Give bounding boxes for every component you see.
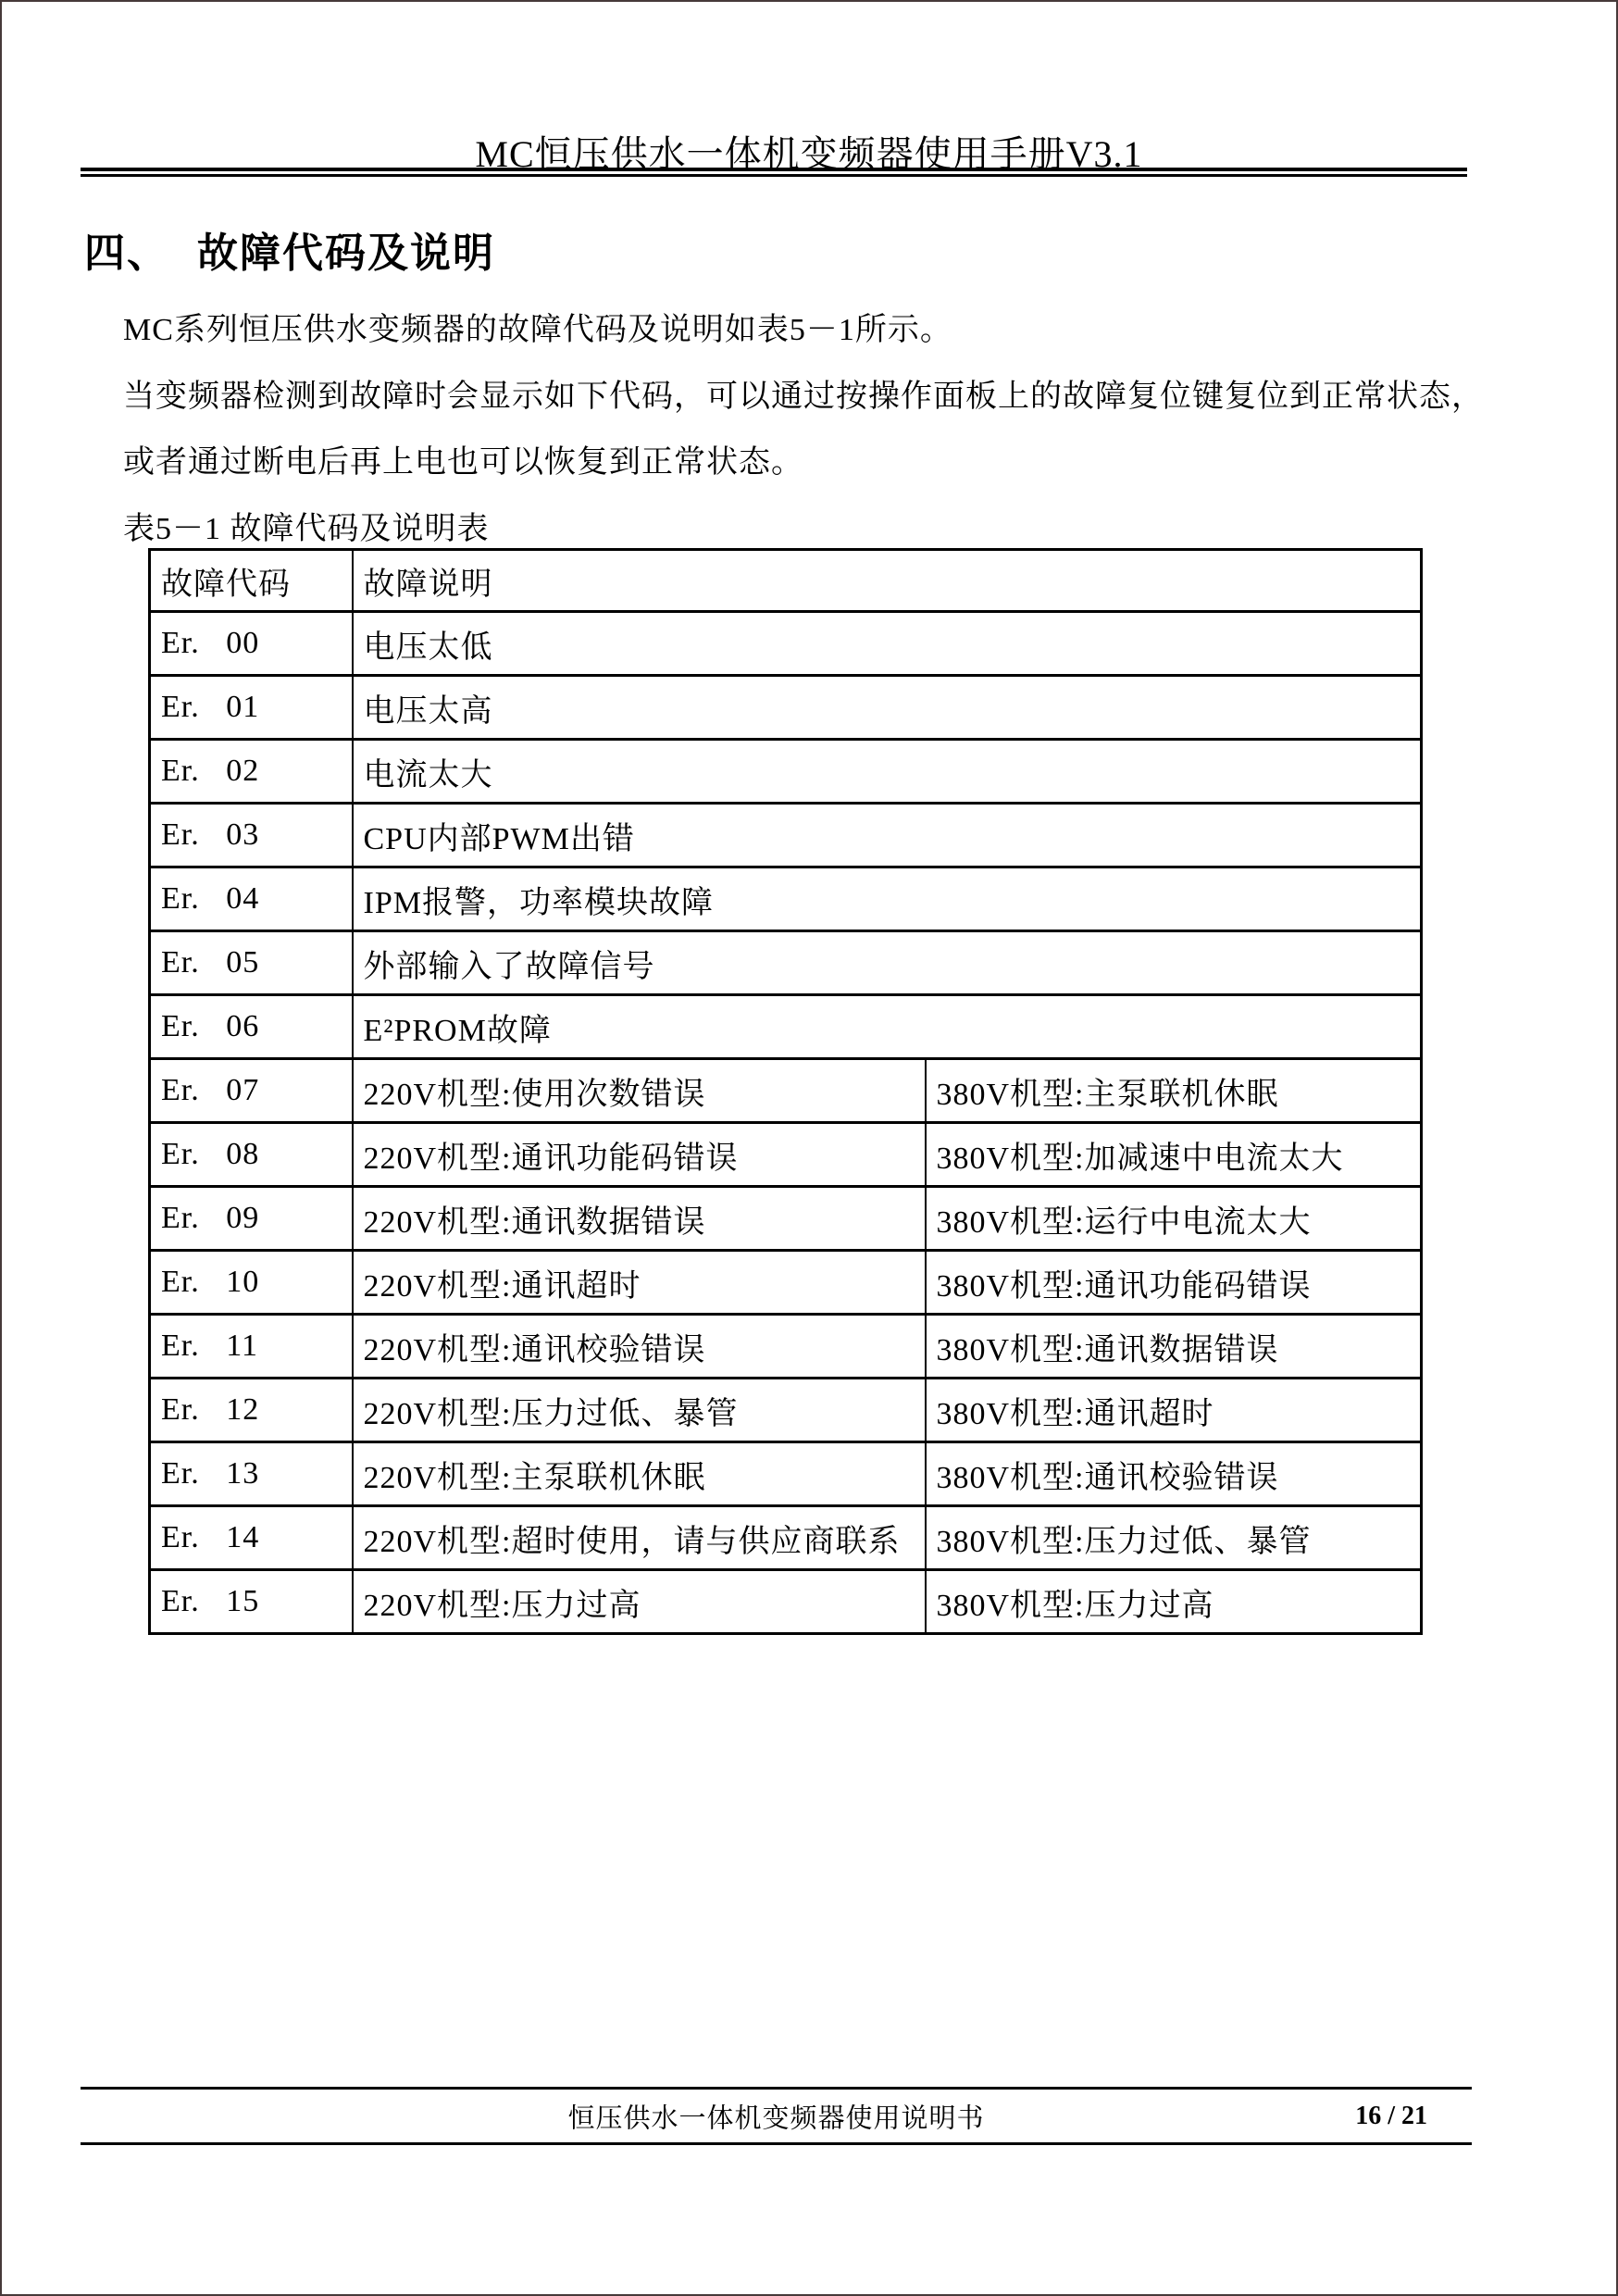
fault-desc-cell: 外部输入了故障信号 bbox=[353, 931, 1422, 995]
fault-code-table bbox=[148, 548, 1423, 1635]
fault-desc-220-cell: 220V机型:超时使用，请与供应商联系 bbox=[353, 1506, 926, 1570]
table-row bbox=[150, 995, 1422, 1059]
header-rule bbox=[81, 168, 1467, 177]
table-row bbox=[150, 676, 1422, 740]
fault-desc-220-cell: 220V机型:通讯数据错误 bbox=[353, 1187, 926, 1251]
paragraph-line-3: 或者通过断电后再上电也可以恢复到正常状态。 bbox=[123, 445, 803, 480]
fault-code-cell: Er. 06 bbox=[150, 995, 353, 1059]
fault-code-cell: Er. 15 bbox=[150, 1570, 353, 1634]
table-header-row bbox=[150, 550, 1422, 612]
table-row bbox=[150, 931, 1422, 995]
paragraph-line-1: MC系列恒压供水变频器的故障代码及说明如表5－1所示。 bbox=[123, 313, 952, 347]
fault-desc-220-cell: 220V机型:通讯校验错误 bbox=[353, 1315, 926, 1379]
table-row bbox=[150, 1506, 1422, 1570]
section-number: 四、 bbox=[84, 231, 169, 276]
table-row bbox=[150, 1251, 1422, 1315]
table-row bbox=[150, 1442, 1422, 1506]
fault-desc-380-cell: 380V机型:运行中电流太大 bbox=[926, 1187, 1422, 1251]
fault-code-cell: Er. 08 bbox=[150, 1123, 353, 1187]
fault-code-cell: Er. 04 bbox=[150, 867, 353, 931]
column-header-fault-code: 故障代码 bbox=[150, 550, 353, 612]
table-row bbox=[150, 612, 1422, 676]
body-text bbox=[123, 297, 1484, 562]
table-row bbox=[150, 740, 1422, 804]
table-row bbox=[150, 1315, 1422, 1379]
fault-desc-220-cell: 220V机型:压力过高 bbox=[353, 1570, 926, 1634]
table-row bbox=[150, 1379, 1422, 1442]
fault-code-cell: Er. 11 bbox=[150, 1315, 353, 1379]
fault-desc-cell: 电压太低 bbox=[353, 612, 1422, 676]
column-header-fault-description: 故障说明 bbox=[353, 550, 1422, 612]
fault-desc-cell: E²PROM故障 bbox=[353, 995, 1422, 1059]
fault-desc-380-cell: 380V机型:压力过低、暴管 bbox=[926, 1506, 1422, 1570]
footer-doc-title: 恒压供水一体机变频器使用说明书 bbox=[567, 2103, 985, 2133]
table-row bbox=[150, 1187, 1422, 1251]
table-row bbox=[150, 1570, 1422, 1634]
table-row bbox=[150, 867, 1422, 931]
paragraph-line-2: 当变频器检测到故障时会显示如下代码，可以通过按操作面板上的故障复位键复位到正常状态， bbox=[123, 379, 1484, 414]
table-caption: 表5－1 故障代码及说明表 bbox=[123, 511, 490, 546]
page-header-title: MC恒压供水一体机变频器使用手册V3.1 bbox=[475, 133, 1143, 175]
fault-desc-cell: 电压太高 bbox=[353, 676, 1422, 740]
fault-code-cell: Er. 01 bbox=[150, 676, 353, 740]
section-title: 故障代码及说明 bbox=[197, 231, 495, 276]
table-row bbox=[150, 1123, 1422, 1187]
fault-code-cell: Er. 02 bbox=[150, 740, 353, 804]
fault-desc-220-cell: 220V机型:压力过低、暴管 bbox=[353, 1379, 926, 1442]
fault-code-cell: Er. 09 bbox=[150, 1187, 353, 1251]
fault-code-cell: Er. 10 bbox=[150, 1251, 353, 1315]
fault-code-cell: Er. 05 bbox=[150, 931, 353, 995]
section-heading bbox=[84, 219, 495, 279]
fault-desc-380-cell: 380V机型:通讯数据错误 bbox=[926, 1315, 1422, 1379]
fault-table-body bbox=[150, 612, 1422, 1634]
fault-desc-380-cell: 380V机型:压力过高 bbox=[926, 1570, 1422, 1634]
fault-desc-cell: CPU内部PWM出错 bbox=[353, 804, 1422, 867]
fault-code-cell: Er. 12 bbox=[150, 1379, 353, 1442]
footer bbox=[81, 2090, 1472, 2142]
fault-code-cell: Er. 03 bbox=[150, 804, 353, 867]
fault-code-cell: Er. 13 bbox=[150, 1442, 353, 1506]
fault-desc-cell: 电流太大 bbox=[353, 740, 1422, 804]
footer-rule-bottom bbox=[81, 2142, 1472, 2145]
fault-code-cell: Er. 00 bbox=[150, 612, 353, 676]
fault-desc-cell: IPM报警，功率模块故障 bbox=[353, 867, 1422, 931]
footer-page-number: 16 / 21 bbox=[1355, 2101, 1427, 2130]
fault-desc-380-cell: 380V机型:主泵联机休眠 bbox=[926, 1059, 1422, 1123]
table-row bbox=[150, 1059, 1422, 1123]
fault-desc-380-cell: 380V机型:通讯功能码错误 bbox=[926, 1251, 1422, 1315]
fault-desc-380-cell: 380V机型:通讯超时 bbox=[926, 1379, 1422, 1442]
fault-desc-380-cell: 380V机型:通讯校验错误 bbox=[926, 1442, 1422, 1506]
fault-desc-380-cell: 380V机型:加减速中电流太大 bbox=[926, 1123, 1422, 1187]
fault-desc-220-cell: 220V机型:主泵联机休眠 bbox=[353, 1442, 926, 1506]
fault-code-cell: Er. 07 bbox=[150, 1059, 353, 1123]
table-row bbox=[150, 804, 1422, 867]
fault-desc-220-cell: 220V机型:通讯功能码错误 bbox=[353, 1123, 926, 1187]
fault-code-cell: Er. 14 bbox=[150, 1506, 353, 1570]
fault-desc-220-cell: 220V机型:使用次数错误 bbox=[353, 1059, 926, 1123]
fault-desc-220-cell: 220V机型:通讯超时 bbox=[353, 1251, 926, 1315]
